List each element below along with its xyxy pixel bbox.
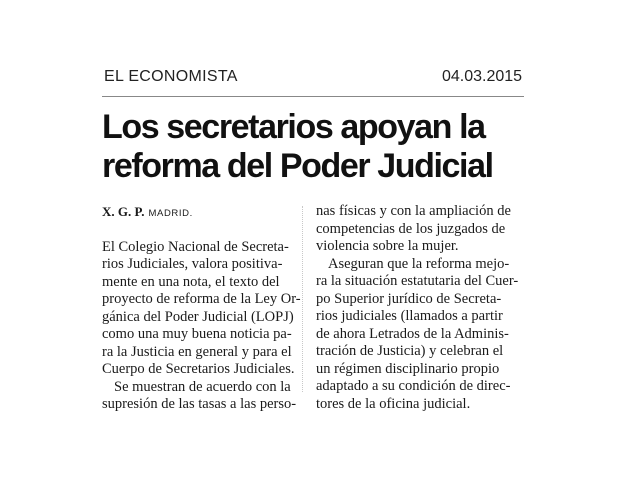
byline-author: X. G. P. (102, 204, 145, 219)
text-line: adaptado a su condición de direc- (316, 378, 511, 394)
paragraph (316, 203, 526, 256)
text-line: gánica del Poder Judicial (LOPJ) (102, 308, 294, 325)
text-line: como una muy buena noticia pa- (102, 326, 292, 342)
headline-line: Los secretarios apoyan la (102, 108, 485, 146)
text-line: rios Judiciales, valora positiva- (102, 256, 283, 272)
text-line: competencias de los juzgados de (316, 220, 506, 237)
text-line: ra la situación estatutaria del Cuer- (316, 273, 519, 289)
text-line: Cuerpo de Secretarios Judiciales. (102, 361, 295, 377)
text-line: proyecto de reforma de la Ley Or- (102, 291, 301, 307)
text-line: nas físicas y con la ampliación de (316, 203, 511, 219)
headline-line: reforma del Poder Judicial (102, 147, 493, 185)
text-line: supresión de las tasas a las perso- (102, 396, 297, 412)
text-line: tores de la oficina judicial. (316, 395, 471, 412)
text-line: rios judiciales (llamados a partir (316, 308, 503, 324)
text-line: de ahora Letrados de la Adminis- (316, 325, 509, 342)
paragraph (316, 256, 526, 414)
paragraph (102, 239, 302, 379)
text-line: El Colegio Nacional de Secreta- (102, 238, 289, 255)
left-column (102, 203, 302, 414)
byline-city: MADRID. (148, 208, 193, 219)
text-line: tración de Justicia) y celebran el (316, 343, 504, 359)
right-column (316, 203, 526, 413)
column-divider (302, 206, 303, 392)
text-line: violencia sobre la mujer. (316, 238, 459, 254)
text-line: Se muestran de acuerdo con la (114, 378, 291, 395)
text-line: ra la Justicia en general y para el (102, 343, 292, 360)
paragraph (102, 379, 302, 414)
text-line: po Superior jurídico de Secreta- (316, 290, 502, 307)
text-line: mente en una nota, el texto del (102, 273, 280, 290)
publication-date: 04.03.2015 (442, 68, 523, 85)
text-line: un régimen disciplinario propio (316, 360, 500, 377)
source-name: EL ECONOMISTA (104, 68, 238, 85)
header-rule (102, 96, 524, 97)
byline (102, 203, 302, 223)
text-line: Aseguran que la reforma mejo- (328, 255, 510, 272)
headline (102, 108, 532, 186)
